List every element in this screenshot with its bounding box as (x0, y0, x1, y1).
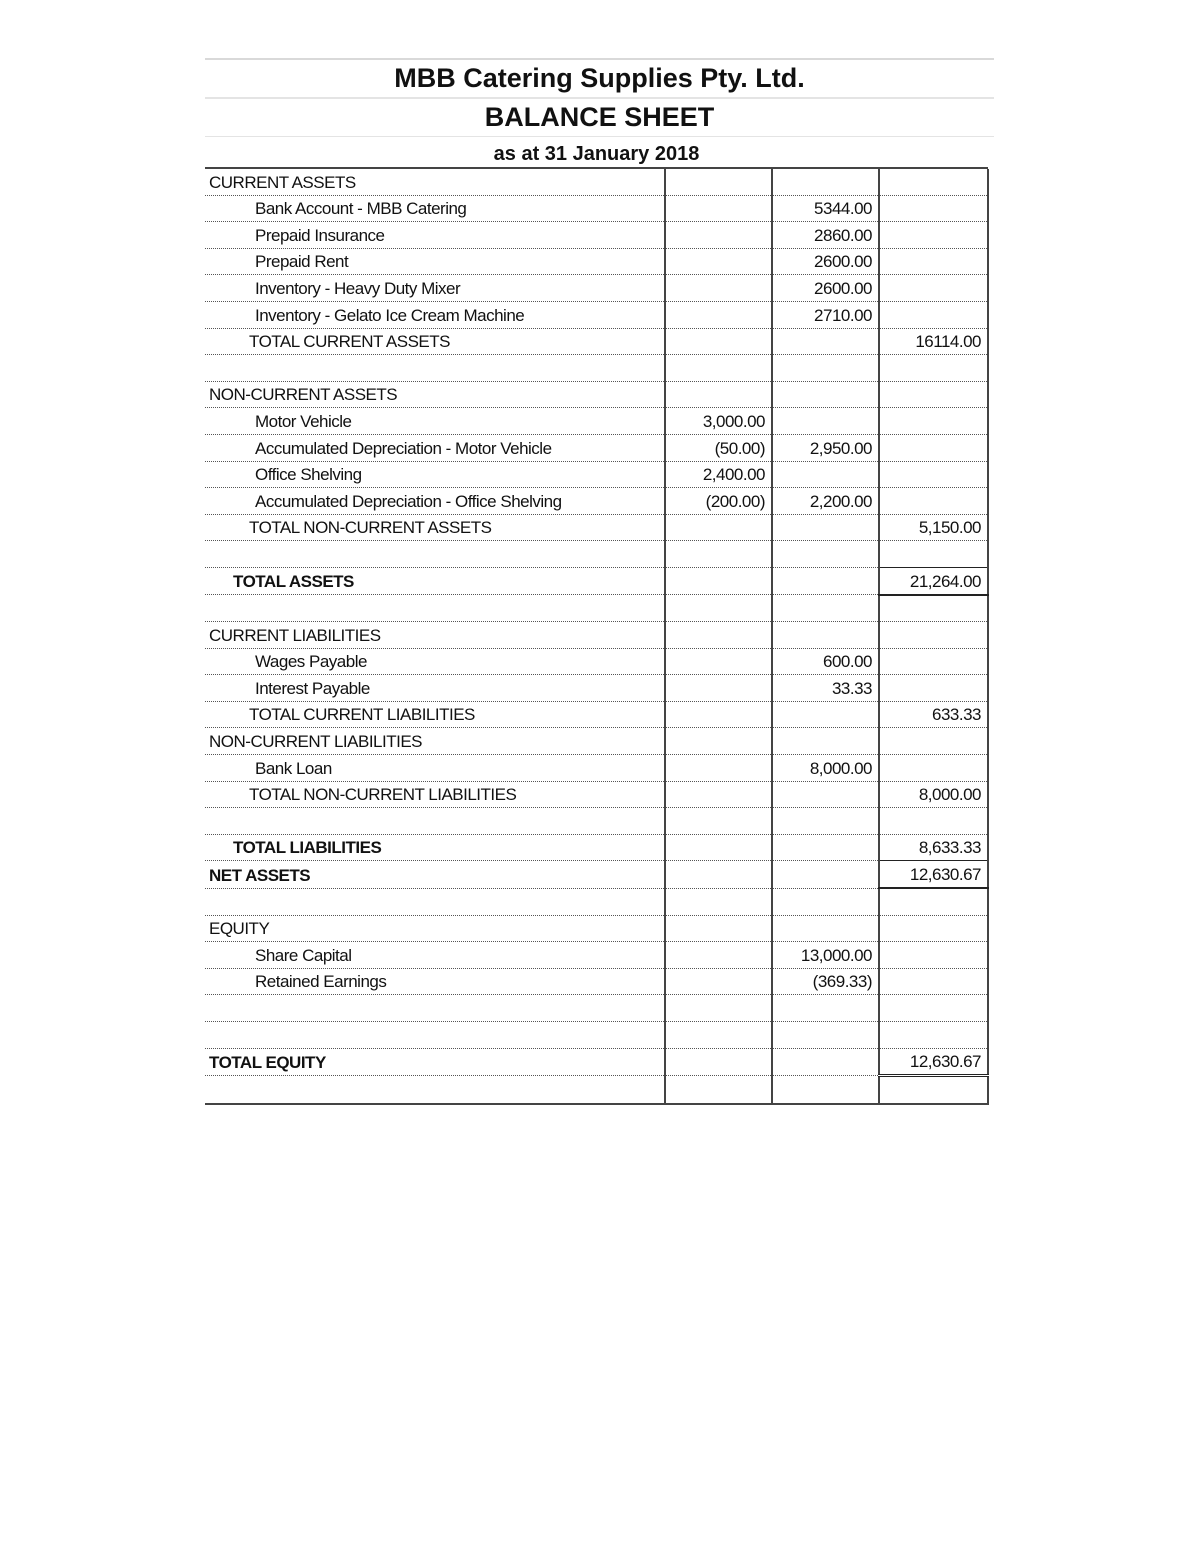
row-label: Share Capital (205, 942, 665, 969)
row-label: Bank Account - MBB Catering (205, 195, 665, 222)
amount-cell: 2,950.00 (772, 434, 879, 461)
net-assets-label: NET ASSETS (205, 861, 665, 888)
row-label: Bank Loan (205, 755, 665, 782)
amount-cell: 8,000.00 (772, 755, 879, 782)
section-header-current-liabilities: CURRENT LIABILITIES (205, 622, 665, 649)
table-row (205, 434, 988, 461)
amount-cell: 5344.00 (772, 195, 879, 222)
row-label: Interest Payable (205, 675, 665, 702)
table-row (205, 222, 988, 249)
amount-cell: 2600.00 (772, 275, 879, 302)
table-row (205, 675, 988, 702)
table-row (205, 942, 988, 969)
table-row (205, 701, 988, 728)
total-equity-value: 12,630.67 (879, 1048, 988, 1076)
table-row (205, 781, 988, 808)
balance-table (205, 169, 989, 1105)
table-row (205, 595, 988, 622)
row-label: Retained Earnings (205, 968, 665, 995)
amount-cell: 2,200.00 (772, 488, 879, 515)
row-label: Prepaid Insurance (205, 222, 665, 249)
amount-cell: (50.00) (665, 434, 772, 461)
section-header-current-assets: CURRENT ASSETS (205, 169, 665, 195)
sheet-title: BALANCE SHEET (205, 98, 994, 137)
row-label: Motor Vehicle (205, 408, 665, 435)
row-label: Inventory - Heavy Duty Mixer (205, 275, 665, 302)
total-non-current-liabilities-value: 8,000.00 (879, 781, 988, 808)
table-row (205, 1076, 988, 1104)
table-row (205, 1022, 988, 1049)
amount-cell: 600.00 (772, 648, 879, 675)
table-row (205, 461, 988, 488)
section-header-non-current-assets: NON-CURRENT ASSETS (205, 381, 665, 408)
table-row (205, 808, 988, 835)
table-row (205, 888, 988, 915)
table-row (205, 861, 988, 888)
amount-cell: 3,000.00 (665, 408, 772, 435)
total-equity-label: TOTAL EQUITY (205, 1048, 665, 1076)
table-row (205, 514, 988, 541)
table-row (205, 275, 988, 302)
net-assets-value: 12,630.67 (879, 861, 988, 888)
amount-cell: 2,400.00 (665, 461, 772, 488)
table-row (205, 834, 988, 861)
amount-cell: 2600.00 (772, 248, 879, 275)
amount-cell: (200.00) (665, 488, 772, 515)
total-non-current-assets-value: 5,150.00 (879, 514, 988, 541)
table-row (205, 567, 988, 594)
table-row (205, 1048, 988, 1076)
table-row (205, 169, 988, 195)
table-row (205, 408, 988, 435)
table-row (205, 728, 988, 755)
table-row (205, 541, 988, 568)
sheet-date: as at 31 January 2018 (205, 137, 988, 169)
row-label: Prepaid Rent (205, 248, 665, 275)
amount-cell: 2710.00 (772, 301, 879, 328)
table-row (205, 328, 988, 355)
table-row (205, 381, 988, 408)
amount-cell: 33.33 (772, 675, 879, 702)
table-row (205, 355, 988, 382)
total-non-current-assets-label: TOTAL NON-CURRENT ASSETS (205, 514, 665, 541)
row-label: Office Shelving (205, 461, 665, 488)
table-row (205, 968, 988, 995)
table-row (205, 488, 988, 515)
amount-cell: 2860.00 (772, 222, 879, 249)
table-row (205, 248, 988, 275)
section-header-non-current-liabilities: NON-CURRENT LIABILITIES (205, 728, 665, 755)
total-current-liabilities-label: TOTAL CURRENT LIABILITIES (205, 701, 665, 728)
total-current-liabilities-value: 633.33 (879, 701, 988, 728)
table-row (205, 648, 988, 675)
balance-sheet (205, 58, 994, 1105)
total-assets-label: TOTAL ASSETS (205, 567, 665, 594)
row-label: Accumulated Depreciation - Motor Vehicle (205, 434, 665, 461)
company-name: MBB Catering Supplies Pty. Ltd. (205, 58, 994, 98)
row-label: Wages Payable (205, 648, 665, 675)
table-row (205, 622, 988, 649)
table-row (205, 301, 988, 328)
table-row (205, 755, 988, 782)
table-row (205, 995, 988, 1022)
section-header-equity: EQUITY (205, 915, 665, 942)
total-non-current-liabilities-label: TOTAL NON-CURRENT LIABILITIES (205, 781, 665, 808)
total-liabilities-value: 8,633.33 (879, 834, 988, 861)
row-label: Inventory - Gelato Ice Cream Machine (205, 301, 665, 328)
amount-cell: 13,000.00 (772, 942, 879, 969)
total-assets-value: 21,264.00 (879, 567, 988, 594)
total-current-assets-value: 16114.00 (879, 328, 988, 355)
table-row (205, 915, 988, 942)
total-liabilities-label: TOTAL LIABILITIES (205, 834, 665, 861)
table-row (205, 195, 988, 222)
row-label: Accumulated Depreciation - Office Shelving (205, 488, 665, 515)
amount-cell: (369.33) (772, 968, 879, 995)
total-current-assets-label: TOTAL CURRENT ASSETS (205, 328, 665, 355)
